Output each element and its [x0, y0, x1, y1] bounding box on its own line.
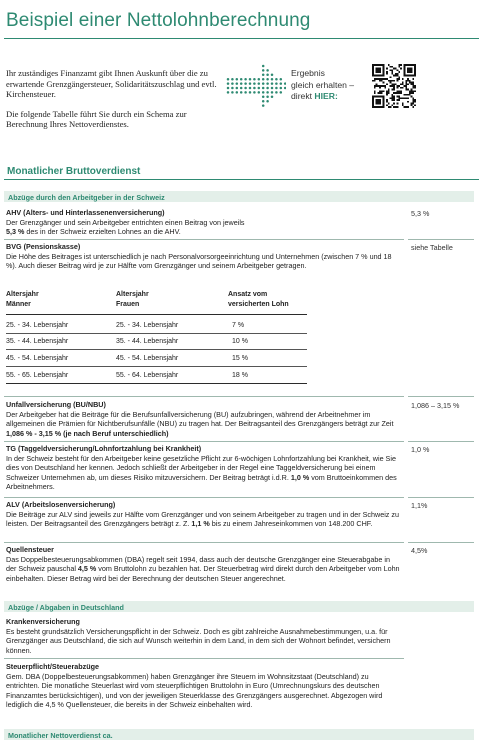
sub-heading-net-income: Monatlicher Nettoverdienst ca.: [4, 729, 474, 740]
separator-rate: [408, 441, 474, 442]
alv-title: ALV (Arbeitslosenversicherung): [6, 500, 116, 509]
qst-title: Quellensteuer: [6, 545, 54, 554]
bvg-cell-women: 45. - 54. Lebensjahr: [116, 355, 179, 362]
row-daily-allowance: [6, 444, 402, 492]
bvg-cell-men: 35. - 44. Lebensjahr: [6, 338, 69, 345]
ahv-title: AHV (Alters- und Hinterlassenenversicherung): [6, 208, 165, 217]
uv-title: Unfallversicherung (BU/NBU): [6, 400, 106, 409]
ahv-rate: 5,3 %: [411, 209, 430, 218]
bvg-cell-rate: 18 %: [232, 372, 248, 379]
uv-rate-inline: 1,086 % - 3,15 % (je nach Beruf unterschiedlich): [6, 428, 169, 438]
row-withholding-tax: [6, 545, 402, 583]
bvg-head-women-line2: Frauen: [116, 301, 140, 308]
bvg-head-women-line1: Altersjahr: [116, 291, 149, 298]
result-prefix: direkt: [291, 91, 315, 102]
qst-rate: 4,5%: [411, 546, 428, 555]
separator: [4, 239, 404, 240]
bvg-table-bottom-rule: [6, 383, 307, 384]
bvg-title: BVG (Pensionskasse): [6, 242, 81, 251]
page-title: Beispiel einer Nettolohnberechnung: [6, 10, 311, 31]
bvg-row-rule: [6, 349, 307, 350]
alv-text-c: bis zu einem Jahreseinkommen von 148.200 CHF.: [209, 519, 373, 529]
bvg-cell-women: 25. - 34. Lebensjahr: [116, 322, 179, 329]
result-line-3: [291, 91, 354, 103]
alv-rate-inline: 1,1 %: [191, 519, 210, 529]
result-callout: [291, 68, 354, 103]
bvg-text: Die Höhe des Beitrages ist unterschiedlich je nach Personalvorsorgeeinrichtung und Unternehmen (zwischen 7 % und 18 %). Auch dieser Beitrag wird je zur Hälfte vom Grenzgänger und seinem Arbeitgeber getragen.: [6, 251, 392, 271]
bvg-row-rule: [6, 366, 307, 367]
bvg-head-rate-line1: Ansatz vom: [228, 291, 268, 298]
section-heading-rule: [4, 179, 479, 180]
qst-rate-inline: 4,5 %: [77, 564, 97, 574]
separator-rate: [408, 542, 474, 543]
section-heading-gross: Monatlicher Bruttoverdienst: [7, 166, 141, 177]
tg-text-a: In der Schweiz besteht für den Arbeitgeber keine gesetzliche Pflicht zur 6-wöchigen Lohnfortzahlung bei Krankheit, wie Sie dies von Deutschland her kennen. Jedoch schließt der Arbeitgeber in der Regel eine Taggeldversicherung bei einem Schweizer Unternehmen ab, um dieses Risiko mitzuversichern. Der Beitrag beträgt i.d.R.: [6, 453, 396, 482]
result-line-1: Ergebnis: [291, 68, 325, 78]
row-accident-insurance: [6, 400, 402, 438]
bvg-table-rule: [6, 314, 307, 315]
bvg-cell-women: 55. - 64. Lebensjahr: [116, 372, 179, 379]
kv-text: Es besteht grundsätzlich Versicherungspflicht in der Schweiz. Doch es gibt zahlreiche Ausnahmebestimmungen, u.a. für Grenzgänger aus Deutschland, die sich auf Wunsch weiterhin in dem Land, in dem sich der Wohnort befindet, versichern können.: [6, 626, 391, 655]
tg-title: TG (Taggeldversicherung/Lohnfortzahlung bei Krankheit): [6, 444, 202, 453]
ahv-rate-inline: 5,3 %: [6, 227, 25, 237]
separator: [4, 497, 404, 498]
sub-heading-deductions-de: Abzüge / Abgaben in Deutschland: [4, 601, 474, 612]
bvg-row-rule: [6, 333, 307, 334]
intro-text: [6, 68, 220, 139]
dotted-arrow-right-icon: [226, 64, 286, 108]
uv-text-a: Der Arbeitgeber hat die Beiträge für die Berufsunfallversicherung (BU) aufzubringen, während der Arbeitnehmer im allgemeinen die Prämien für Nichtberufsunfälle (NBU) zu tragen hat. Der Beitragsanteil des Grenzgängers beträgt zur Zeit: [6, 409, 394, 429]
st-text: Gem. DBA (Doppelbesteuerungsabkommen) haben Grenzgänger ihre Steuern im Wohnsitzstaat (Deutschland) zu entrichten. Die monatliche Steuerlast wird vom steuerpflichtigen Bruttolohn in Euro (Umrechnungskurs des deutschen Finanzamtes berücksichtigen), und von der jeweiligen Steuerklasse des Grenzgängers ausgerechnet. Abgezogen wird lediglich die 4,5 % Quellensteuer, die bereits in der Schweiz einbehalten wird.: [6, 671, 383, 710]
bvg-head-rate: [228, 290, 289, 310]
ahv-text-a: Der Grenzgänger und sein Arbeitgeber entrichten einen Beitrag von jeweils: [6, 217, 245, 227]
separator-rate: [408, 497, 474, 498]
separator: [4, 658, 404, 659]
bvg-head-men-line2: Männer: [6, 301, 31, 308]
bvg-cell-women: 35. - 44. Lebensjahr: [116, 338, 179, 345]
st-title: Steuerpflicht/Steuerabzüge: [6, 662, 100, 671]
row-ahv: [6, 208, 402, 237]
result-link[interactable]: HIER:: [314, 91, 338, 102]
kv-title: Krankenversicherung: [6, 617, 80, 626]
row-bvg: [6, 242, 402, 271]
ahv-text-b: des in der Schweiz erzielten Lohnes an die AHV.: [24, 227, 181, 237]
qst-text-a: Das Doppelbesteuerungsabkommen (DBA) regelt seit 1994, dass auch der deutsche Grenzgänger eine Steuerabgabe in der Schweiz pauschal: [6, 554, 390, 574]
tg-rate: 1,0 %: [411, 445, 430, 454]
bvg-rate: siehe Tabelle: [411, 243, 453, 252]
bvg-cell-men: 55. - 65. Lebensjahr: [6, 372, 69, 379]
bvg-cell-rate: 15 %: [232, 355, 248, 362]
bvg-head-men: [6, 290, 39, 310]
bvg-cell-rate: 7 %: [232, 322, 245, 329]
separator: [4, 542, 404, 543]
bvg-cell-rate: 10 %: [232, 338, 248, 345]
qst-text-c: vom Bruttolohn zu bezahlen hat. Der Steuerbetrag wird direkt durch den Arbeitgeber vom Lohn einbehalten. Dieser Betrag wird bei der Berechnung der deutschen Steuer angerechnet.: [6, 564, 400, 583]
row-tax-liability: [6, 662, 402, 710]
bvg-head-men-line1: Altersjahr: [6, 291, 39, 298]
alv-text-a: Die Beiträge zur ALV sind jeweils zur Hälfte vom Grenzgänger und von seinem Arbeitgeber zu tragen und in der Schweiz zu leisten. Der Beitragsanteil des Grenzgängers beträgt z. Z.: [6, 509, 399, 529]
bvg-cell-men: 45. - 54. Lebensjahr: [6, 355, 69, 362]
sub-heading-deductions-ch: Abzüge durch den Arbeitgeber in der Schweiz: [4, 191, 474, 202]
intro-paragraph-2: Die folgende Tabelle führt Sie durch ein Schema zur Berechnung Ihres Nettoverdienstes.: [6, 108, 187, 130]
uv-rate: 1,086 – 3,15 %: [411, 401, 460, 410]
row-unemployment-insurance: [6, 500, 402, 529]
separator: [4, 441, 404, 442]
bvg-cell-men: 25. - 34. Lebensjahr: [6, 322, 69, 329]
qr-code-icon[interactable]: [372, 64, 416, 108]
title-rule: [4, 38, 479, 39]
bvg-head-rate-line2: versicherten Lohn: [228, 301, 289, 308]
result-line-2: gleich erhalten –: [291, 79, 355, 90]
separator: [4, 396, 404, 397]
row-health-insurance: [6, 617, 402, 655]
bvg-head-women: [116, 290, 149, 310]
alv-rate: 1,1%: [411, 501, 428, 510]
intro-paragraph-1: Ihr zuständiges Finanzamt gibt Ihnen Auskunft über die zu erwartende Grenzgängersteuer, Solidaritätszuschlag und evtl. Kirchensteuer.: [6, 68, 217, 100]
tg-text-c: vom Bruttoeinkommen des Arbeitnehmers.: [6, 472, 397, 492]
separator-rate: [408, 396, 474, 397]
separator-rate: [408, 239, 474, 240]
tg-rate-inline: 1,0 %: [290, 472, 310, 482]
